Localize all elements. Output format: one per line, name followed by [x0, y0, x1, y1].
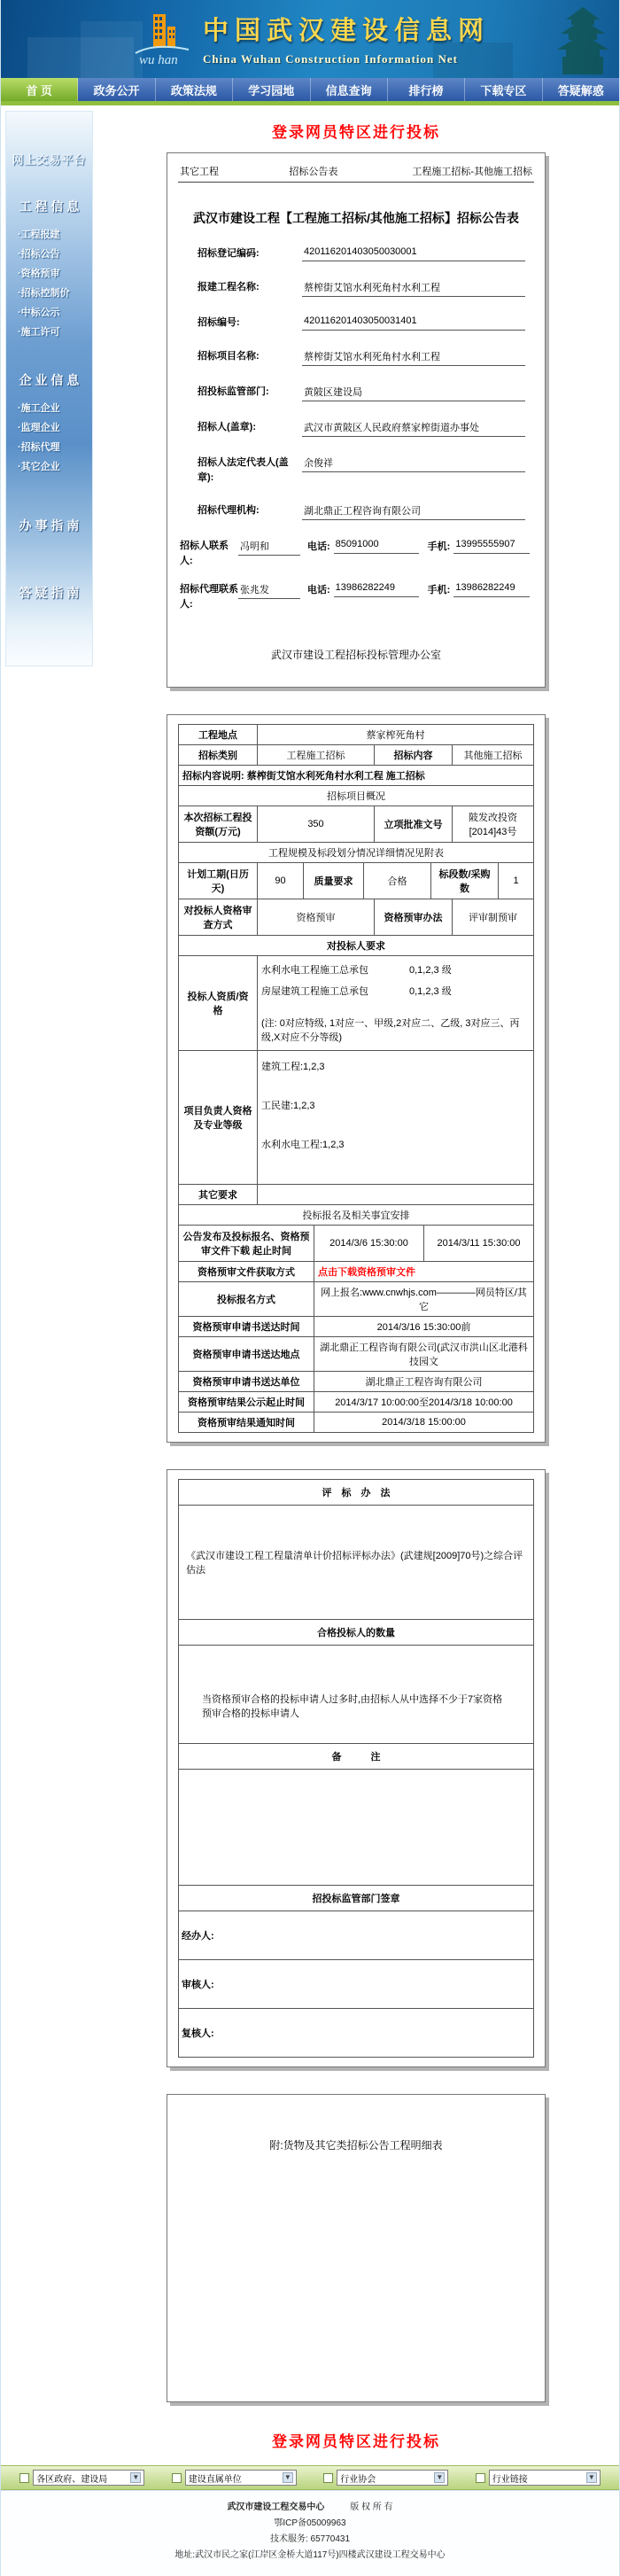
contact-row	[180, 582, 531, 611]
cell-value: 2014/3/18 15:00:00	[314, 1413, 533, 1432]
field-value: 黄陂区建设局	[302, 385, 525, 401]
project-overview-box	[167, 714, 546, 1443]
announcement-form-box	[167, 152, 546, 688]
bid-content-note: 招标内容说明: 蔡榨街艾馆水利死角村水利工程 施工招标	[182, 771, 425, 782]
cell-value: 2014/3/11 15:30:00	[423, 1226, 533, 1261]
scale-note: 工程规模及标段划分情况详细情况见附表	[268, 848, 444, 859]
remarks-content	[179, 1770, 533, 1885]
section-header: 招标项目概况	[327, 791, 385, 802]
qualification-line: 水利水电工程施工总承包	[261, 965, 368, 976]
field-value: 蔡榨街艾馆水利死角村水利工程	[302, 280, 525, 297]
nav-learning[interactable]: 学习园地	[233, 78, 310, 101]
sidebar-item-construction-permit[interactable]: ·施工许可	[18, 327, 60, 338]
cell-value: 350	[257, 806, 374, 842]
cell-value: 蔡家榨死角村	[257, 725, 533, 744]
field-row	[198, 280, 531, 297]
cell-value: 90	[257, 863, 303, 899]
main-content	[93, 105, 619, 2460]
evaluation-method-text: 《武汉市建设工程工程量清单计价招标评标办法》(武建规[2009]70号)之综合评估法	[186, 1551, 523, 1576]
contact-label: 招标人联系人:	[180, 541, 229, 566]
site-subtitle: China Wuhan Construction Information Net	[203, 51, 459, 66]
supervision-seal-header: 招投标监管部门签章	[312, 1894, 400, 1904]
industry-links-select-value: 行业链接	[492, 2474, 528, 2485]
field-row	[198, 315, 531, 331]
building-logo-icon	[134, 9, 190, 67]
links-group-industry-links	[476, 2470, 601, 2486]
login-special-zone-link[interactable]: 登录网员特区进行投标	[272, 124, 440, 141]
sidebar	[5, 111, 93, 666]
contact-name: 张兆发	[238, 582, 300, 599]
site-title: 中国武汉建设信息网	[203, 16, 491, 45]
sidebar-item-project-filing[interactable]: ·工程报建	[18, 230, 60, 240]
links-group-industry-associations	[323, 2470, 448, 2486]
tech-support: 技术服务: 65770431	[269, 2534, 351, 2544]
form-name: 招标公告表	[289, 167, 338, 177]
cell-label: 其它要求	[198, 1190, 237, 1201]
sidebar-item-supervision-enterprise[interactable]: ·监理企业	[18, 423, 60, 433]
sidebar-platform-title: 网上交易平台	[12, 153, 87, 167]
cell-value: 陂发改投资[2014]43号	[452, 806, 533, 842]
form-type: 工程施工招标-其他施工招标	[412, 167, 532, 177]
nav-home[interactable]: 首 页	[1, 78, 78, 101]
links-group-districts	[19, 2470, 144, 2486]
cell-label: 资格预审申请书送达地点	[192, 1350, 300, 1360]
cell-value: 合格	[363, 863, 430, 899]
field-label: 招标项目名称:	[198, 351, 260, 362]
phone-label: 电话:	[307, 585, 330, 595]
contact-mobile: 13986282249	[453, 582, 530, 597]
contact-row	[180, 539, 531, 568]
qualified-bidders-header: 合格投标人的数量	[317, 1628, 395, 1638]
svg-text:wu han: wu han	[139, 53, 178, 67]
cell-label: 资格预审结果公示起止时间	[188, 1397, 305, 1408]
cell-value: 网上报名:www.cnwhjs.com————网员特区/其它	[314, 1282, 533, 1316]
copyright-line	[1, 2500, 619, 2516]
nav-policies[interactable]: 政策法规	[156, 78, 233, 101]
cell-label: 公告发布及投标报名、资格预审文件下载 起止时间	[182, 1232, 310, 1257]
form-category: 其它工程	[180, 167, 219, 177]
cell-value: 1	[498, 863, 533, 899]
cell-value: 评审制预审	[452, 899, 533, 935]
friend-links-bar	[1, 2465, 619, 2490]
sidebar-item-bid-announcement[interactable]: ·招标公告	[18, 249, 60, 260]
industry-links-select[interactable]	[489, 2470, 601, 2486]
field-label: 招标人法定代表人(盖章):	[198, 457, 289, 483]
contact-name: 冯明和	[238, 539, 300, 556]
attachment-note: 附:货物及其它类招标公告工程明细表	[269, 2139, 443, 2152]
attachment-box	[167, 2094, 546, 2402]
qualification-note: (注: 0对应特级, 1对应一、甲级,2对应二、乙级, 3对应三、丙级,X对应不分等级)	[261, 1018, 520, 1043]
sidebar-section-project-info: 工 程 信 息	[19, 199, 80, 214]
districts-select[interactable]	[33, 2470, 144, 2486]
pm-line: 建筑工程:1,2,3	[261, 1062, 325, 1072]
cell-label: 资格预审结果通知时间	[198, 1418, 295, 1428]
cell-label: 工程地点	[198, 730, 237, 741]
nav-downloads[interactable]: 下载专区	[465, 78, 542, 101]
field-row	[198, 455, 531, 485]
evaluation-table	[178, 1479, 534, 2058]
dropdown-arrow-icon: ▼	[283, 2473, 291, 2481]
cell-label: 投标人资质/资格	[187, 992, 249, 1016]
cell-label: 项目负责人资格及专业等级	[183, 1106, 252, 1131]
cell-value: 湖北鼎正工程咨询有限公司(武汉市洪山区北港科技园文	[314, 1337, 533, 1371]
field-row	[198, 385, 531, 401]
form-title: 武汉市建设工程【工程施工招标/其他施工招标】招标公告表	[193, 211, 519, 225]
cell-label: 资格预审办法	[374, 899, 452, 935]
links-group-subordinate-units	[172, 2470, 297, 2486]
field-value: 武汉市黄陂区人民政府蔡家榨街道办事处	[302, 420, 525, 437]
subordinate-units-select[interactable]	[185, 2470, 297, 2486]
sidebar-section-enterprise-info: 企 业 信 息	[19, 373, 80, 387]
cell-label: 标段数/采购数	[430, 863, 498, 899]
cell-label: 对投标人资格审查方式	[183, 906, 252, 930]
field-row	[198, 503, 531, 520]
site-brand	[134, 9, 490, 67]
remarks-header: 备 注	[331, 1752, 381, 1763]
cell-label: 投标报名方式	[217, 1295, 275, 1305]
sidebar-item-other-enterprise[interactable]: ·其它企业	[18, 462, 60, 472]
cell-label: 资格预审申请书送达单位	[192, 1377, 300, 1388]
cell-value	[257, 1185, 533, 1204]
cell-label: 资格预审申请书送达时间	[192, 1322, 300, 1333]
contact-phone: 13986282249	[334, 582, 419, 597]
districts-select-value: 各区政府、建设局	[36, 2474, 108, 2485]
cell-label: 质量要求	[303, 863, 363, 899]
field-value: 420116201403050030001	[302, 246, 525, 261]
cell-label: 立项批准文号	[374, 806, 452, 842]
sidebar-item-bid-control-price[interactable]: ·招标控制价	[18, 288, 70, 299]
subordinate-units-select-value: 建设直属单位	[188, 2474, 242, 2485]
sidebar-item-prequalification[interactable]: ·资格预审	[18, 268, 60, 279]
dropdown-arrow-icon: ▼	[587, 2473, 595, 2481]
field-row	[198, 349, 531, 366]
pagoda-icon	[554, 5, 612, 78]
field-value: 蔡榨街艾馆水利死角村水利工程	[302, 349, 525, 366]
dropdown-arrow-icon: ▼	[436, 2473, 444, 2481]
download-prequalification-link[interactable]: 点击下载资格预审文件	[314, 1262, 533, 1281]
nav-gov-public[interactable]: 政务公开	[78, 78, 155, 101]
dropdown-arrow-icon: ▼	[132, 2473, 140, 2481]
nav-ranking[interactable]: 排行榜	[388, 78, 465, 101]
industry-associations-select[interactable]	[337, 2470, 448, 2486]
evaluation-method-box	[167, 1469, 546, 2067]
handler-label: 经办人:	[182, 1931, 214, 1942]
cell-label: 招标类别	[198, 751, 237, 761]
nav-faq[interactable]: 答疑解惑	[557, 83, 604, 97]
form-meta-row	[178, 162, 534, 183]
address-line: 地址:武汉市民之家(江岸区金桥大道117号)四楼武汉建设工程交易中心	[174, 2550, 446, 2560]
footer-rights: 版 权 所 有	[350, 2502, 393, 2512]
page-footer	[1, 2490, 619, 2576]
cell-value: 湖北鼎正工程咨询有限公司	[314, 1372, 533, 1391]
cell-label: 计划工期(日历天)	[187, 869, 249, 894]
re-checker-label: 复核人:	[182, 2028, 214, 2039]
cell-label: 本次招标工程投资额(万元)	[183, 813, 252, 837]
contact-phone: 85091000	[334, 539, 419, 554]
field-row	[198, 420, 531, 437]
link-bullet-icon	[19, 2473, 29, 2483]
project-overview-table	[178, 724, 534, 1433]
field-row	[198, 246, 531, 261]
phone-label: 电话:	[307, 541, 330, 552]
field-label: 招标代理机构:	[198, 505, 260, 516]
field-value: 余俊祥	[302, 455, 525, 472]
field-label: 招投标监管部门:	[198, 386, 269, 397]
sidebar-item-bid-agency[interactable]: ·招标代理	[18, 442, 60, 453]
site-banner	[1, 0, 619, 78]
cell-value: 工程施工招标	[257, 745, 374, 765]
contact-mobile: 13995555907	[453, 539, 530, 554]
field-value: 湖北鼎正工程咨询有限公司	[302, 503, 525, 520]
cell-value: 资格预审	[257, 899, 374, 935]
link-bullet-icon	[172, 2473, 182, 2483]
field-label: 招标登记编码:	[198, 248, 260, 259]
cell-value: 2014/3/16 15:30:00前	[314, 1317, 533, 1336]
login-special-zone-link-bottom[interactable]: 登录网员特区进行投标	[272, 2433, 440, 2450]
contact-label: 招标代理联系人:	[180, 584, 238, 610]
qualification-line: 房屋建筑工程施工总承包	[261, 986, 368, 997]
section-header: 对投标人要求	[327, 941, 385, 952]
evaluation-method-header: 评 标 办 法	[322, 1488, 391, 1498]
sidebar-section-qa-guide[interactable]: 答 疑 指 南	[19, 586, 80, 600]
cell-value: 其他施工招标	[452, 745, 533, 765]
footer-org: 武汉市建设工程交易中心	[227, 2502, 325, 2512]
link-bullet-icon	[323, 2473, 333, 2483]
project-manager-cell	[257, 1051, 533, 1184]
qualification-cell: 水利水电工程施工总承包 0,1,2,3 级 房屋建筑工程施工总承包 0,1,2,3 级 (注: 0对应特级, 1对应一、甲级,2对应二、乙级, 3对应三、丙级,X对应不分等级)	[257, 956, 533, 1050]
nav-info-query[interactable]: 信息查询	[311, 78, 388, 101]
field-label: 招标编号:	[198, 317, 240, 328]
field-label: 招标人(盖章):	[198, 422, 256, 432]
main-nav	[1, 78, 619, 101]
field-value: 420116201403050031401	[302, 315, 525, 331]
sidebar-item-construction-enterprise[interactable]: ·施工企业	[18, 403, 60, 414]
link-bullet-icon	[476, 2473, 485, 2483]
reviewer-label: 审核人:	[182, 1980, 214, 1990]
sidebar-section-service-guide[interactable]: 办 事 指 南	[19, 518, 80, 533]
pm-line: 工民建:1,2,3	[261, 1101, 315, 1111]
pm-line: 水利水电工程:1,2,3	[261, 1140, 345, 1150]
icp-number: 鄂ICP备05009963	[274, 2518, 346, 2528]
cell-value: 2014/3/6 15:30:00	[314, 1226, 423, 1261]
cell-label: 招标内容	[374, 745, 452, 765]
qualified-bidders-text: 当资格预审合格的投标申请人过多时,由招标人从中选择不少于7家资格预审合格的投标申请人	[202, 1694, 503, 1719]
section-header: 投标报名及相关事宜安排	[302, 1210, 410, 1221]
sidebar-item-winning-publicity[interactable]: ·中标公示	[18, 307, 60, 318]
issuing-office: 武汉市建设工程招标投标管理办公室	[270, 649, 441, 661]
industry-associations-select-value: 行业协会	[340, 2474, 376, 2485]
mobile-label: 手机:	[427, 541, 451, 552]
cell-label: 资格预审文件获取方式	[198, 1267, 295, 1278]
cell-value: 2014/3/17 10:00:00至2014/3/18 10:00:00	[314, 1392, 533, 1412]
field-label: 报建工程名称:	[198, 282, 260, 292]
mobile-label: 手机:	[427, 585, 451, 595]
